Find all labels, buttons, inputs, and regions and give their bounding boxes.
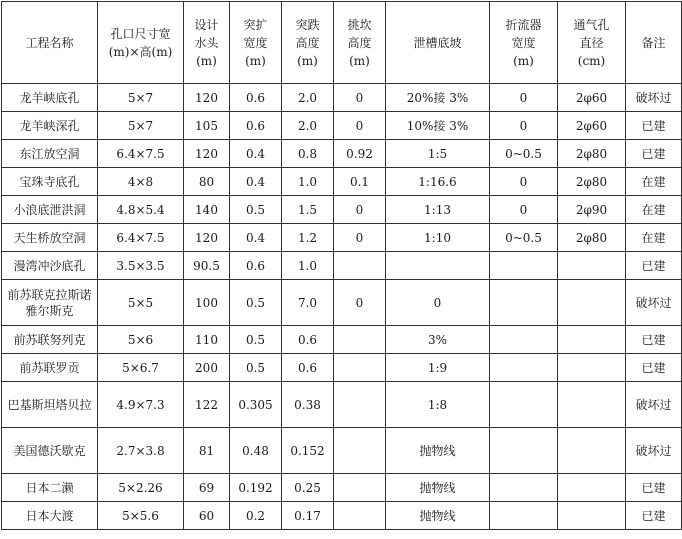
vent-diameter-cell <box>558 354 626 382</box>
deflector-width-cell <box>490 280 558 326</box>
expansion-width-cell: 0.6 <box>230 112 282 140</box>
drop-height-cell: 2.0 <box>282 112 334 140</box>
drop-height-cell: 0.38 <box>282 382 334 428</box>
expansion-width-cell: 0.192 <box>230 474 282 502</box>
sill-height-cell <box>334 502 386 530</box>
chute-slope-cell: 10%接 3% <box>386 112 490 140</box>
project-name-cell: 东江放空洞 <box>2 140 98 168</box>
table-row <box>2 224 682 252</box>
deflector-width-cell: 0~0.5 <box>490 140 558 168</box>
header-row <box>2 2 682 84</box>
deflector-width-cell <box>490 354 558 382</box>
opening-size-cell: 5×6 <box>98 326 184 354</box>
remarks-cell: 已建 <box>626 502 682 530</box>
opening-size-cell: 4.8×5.4 <box>98 196 184 224</box>
vent-diameter-cell: 2φ80 <box>558 168 626 196</box>
header-line: (m) <box>349 53 370 68</box>
chute-slope-cell: 1:8 <box>386 382 490 428</box>
vent-diameter-cell: 2φ80 <box>558 224 626 252</box>
vent-diameter-cell <box>558 382 626 428</box>
col-header-deflector-width <box>490 2 558 84</box>
sill-height-cell <box>334 474 386 502</box>
chute-slope-cell <box>386 252 490 280</box>
expansion-width-cell: 0.4 <box>230 140 282 168</box>
project-name-cell: 前苏联罗贡 <box>2 354 98 382</box>
table-row <box>2 84 682 112</box>
drop-height-cell: 0.25 <box>282 474 334 502</box>
header-line: 宽度 <box>243 35 268 50</box>
remarks-cell: 在建 <box>626 224 682 252</box>
sill-height-cell <box>334 326 386 354</box>
chute-slope-cell: 1:9 <box>386 354 490 382</box>
opening-size-cell: 2.7×3.8 <box>98 428 184 474</box>
expansion-width-cell: 0.6 <box>230 252 282 280</box>
vent-diameter-cell <box>558 428 626 474</box>
opening-size-cell: 5×7 <box>98 84 184 112</box>
sill-height-cell <box>334 252 386 280</box>
vent-diameter-cell <box>558 326 626 354</box>
header-line: 突跌 <box>295 17 320 32</box>
drop-height-cell: 0.152 <box>282 428 334 474</box>
vent-diameter-cell: 2φ60 <box>558 112 626 140</box>
drop-height-cell: 1.5 <box>282 196 334 224</box>
design-head-cell: 120 <box>184 224 230 252</box>
table-row <box>2 140 682 168</box>
expansion-width-cell: 0.5 <box>230 196 282 224</box>
header-line: 突扩 <box>243 17 268 32</box>
deflector-width-cell <box>490 428 558 474</box>
table-row <box>2 502 682 530</box>
table-row <box>2 168 682 196</box>
vent-diameter-cell: 2φ90 <box>558 196 626 224</box>
sill-height-cell: 0 <box>334 84 386 112</box>
remarks-cell: 破坏过 <box>626 84 682 112</box>
sill-height-cell: 0 <box>334 280 386 326</box>
expansion-width-cell: 0.48 <box>230 428 282 474</box>
project-name-cell: 前苏联克拉斯诺雅尔斯克 <box>2 280 98 326</box>
chute-slope-cell: 抛物线 <box>386 502 490 530</box>
opening-size-cell: 5×5 <box>98 280 184 326</box>
remarks-cell: 已建 <box>626 326 682 354</box>
deflector-width-cell: 0 <box>490 84 558 112</box>
design-head-cell: 120 <box>184 84 230 112</box>
project-name-cell: 小浪底泄洪洞 <box>2 196 98 224</box>
design-head-cell: 200 <box>184 354 230 382</box>
project-name-cell: 日本大渡 <box>2 502 98 530</box>
header-line: 直径 <box>579 35 604 50</box>
table-row <box>2 428 682 474</box>
drop-height-cell: 7.0 <box>282 280 334 326</box>
header-line: 工程名称 <box>25 35 74 50</box>
table-row <box>2 474 682 502</box>
opening-size-cell: 4.9×7.3 <box>98 382 184 428</box>
sill-height-cell: 0 <box>334 112 386 140</box>
project-name-cell: 巴基斯坦塔贝拉 <box>2 382 98 428</box>
header-line: 泄槽底坡 <box>413 35 462 50</box>
deflector-width-cell: 0 <box>490 168 558 196</box>
header-line: (m) <box>245 53 266 68</box>
drop-height-cell: 1.0 <box>282 168 334 196</box>
project-name-cell: 宝珠寺底孔 <box>2 168 98 196</box>
table-header <box>2 2 682 84</box>
deflector-width-cell: 0 <box>490 112 558 140</box>
expansion-width-cell: 0.305 <box>230 382 282 428</box>
deflector-width-cell: 0~0.5 <box>490 224 558 252</box>
design-head-cell: 140 <box>184 196 230 224</box>
design-head-cell: 69 <box>184 474 230 502</box>
vent-diameter-cell <box>558 474 626 502</box>
expansion-width-cell: 0.4 <box>230 224 282 252</box>
deflector-width-cell <box>490 474 558 502</box>
drop-height-cell: 0.17 <box>282 502 334 530</box>
col-header-sill-height <box>334 2 386 84</box>
vent-diameter-cell <box>558 502 626 530</box>
remarks-cell: 破坏过 <box>626 382 682 428</box>
project-name-cell: 美国德沃歇克 <box>2 428 98 474</box>
sill-height-cell: 0.1 <box>334 168 386 196</box>
expansion-width-cell: 0.6 <box>230 84 282 112</box>
table-body <box>2 84 682 530</box>
drop-height-cell: 2.0 <box>282 84 334 112</box>
header-line: 高度 <box>347 35 372 50</box>
sill-height-cell <box>334 354 386 382</box>
project-name-cell: 龙羊峡底孔 <box>2 84 98 112</box>
chute-slope-cell: 1:13 <box>386 196 490 224</box>
expansion-width-cell: 0.5 <box>230 280 282 326</box>
table-row <box>2 196 682 224</box>
opening-size-cell: 5×5.6 <box>98 502 184 530</box>
deflector-width-cell <box>490 382 558 428</box>
col-header-design-head <box>184 2 230 84</box>
opening-size-cell: 3.5×3.5 <box>98 252 184 280</box>
design-head-cell: 81 <box>184 428 230 474</box>
project-name-cell: 龙羊峡深孔 <box>2 112 98 140</box>
opening-size-cell: 5×6.7 <box>98 354 184 382</box>
expansion-width-cell: 0.5 <box>230 326 282 354</box>
header-line: 水头 <box>194 35 219 50</box>
sill-height-cell: 0 <box>334 224 386 252</box>
drop-height-cell: 0.6 <box>282 326 334 354</box>
opening-size-cell: 5×7 <box>98 112 184 140</box>
design-head-cell: 90.5 <box>184 252 230 280</box>
deflector-width-cell: 0 <box>490 196 558 224</box>
header-line: 高度 <box>295 35 320 50</box>
remarks-cell: 破坏过 <box>626 428 682 474</box>
col-header-opening-size <box>98 2 184 84</box>
project-parameters-table <box>1 1 682 530</box>
header-line: (m) <box>297 53 318 68</box>
chute-slope-cell: 20%接 3% <box>386 84 490 112</box>
sill-height-cell <box>334 428 386 474</box>
design-head-cell: 122 <box>184 382 230 428</box>
deflector-width-cell <box>490 252 558 280</box>
col-header-chute-slope <box>386 2 490 84</box>
remarks-cell: 已建 <box>626 112 682 140</box>
col-header-remarks <box>626 2 682 84</box>
chute-slope-cell: 抛物线 <box>386 428 490 474</box>
opening-size-cell: 6.4×7.5 <box>98 224 184 252</box>
remarks-cell: 在建 <box>626 168 682 196</box>
design-head-cell: 110 <box>184 326 230 354</box>
header-line: (m) <box>513 53 534 68</box>
design-head-cell: 80 <box>184 168 230 196</box>
project-name-cell: 日本二濑 <box>2 474 98 502</box>
header-line: (m) <box>196 53 217 68</box>
table-row <box>2 280 682 326</box>
sill-height-cell: 0.92 <box>334 140 386 168</box>
drop-height-cell: 1.0 <box>282 252 334 280</box>
col-header-expansion-width <box>230 2 282 84</box>
remarks-cell: 已建 <box>626 252 682 280</box>
vent-diameter-cell <box>558 252 626 280</box>
header-line: 通气孔 <box>573 17 610 32</box>
design-head-cell: 120 <box>184 140 230 168</box>
table-row <box>2 382 682 428</box>
chute-slope-cell: 3% <box>386 326 490 354</box>
remarks-cell: 在建 <box>626 196 682 224</box>
chute-slope-cell: 抛物线 <box>386 474 490 502</box>
deflector-width-cell <box>490 326 558 354</box>
table-row <box>2 326 682 354</box>
table-row <box>2 354 682 382</box>
chute-slope-cell: 1:5 <box>386 140 490 168</box>
vent-diameter-cell: 2φ80 <box>558 140 626 168</box>
design-head-cell: 60 <box>184 502 230 530</box>
opening-size-cell: 6.4×7.5 <box>98 140 184 168</box>
expansion-width-cell: 0.5 <box>230 354 282 382</box>
table-row <box>2 252 682 280</box>
drop-height-cell: 0.6 <box>282 354 334 382</box>
chute-slope-cell: 1:16.6 <box>386 168 490 196</box>
chute-slope-cell: 1:10 <box>386 224 490 252</box>
col-header-project-name <box>2 2 98 84</box>
opening-size-cell: 5×2.26 <box>98 474 184 502</box>
remarks-cell: 已建 <box>626 474 682 502</box>
deflector-width-cell <box>490 502 558 530</box>
header-line: 折流器 <box>505 17 542 32</box>
header-line: 宽度 <box>511 35 536 50</box>
chute-slope-cell: 0 <box>386 280 490 326</box>
remarks-cell: 已建 <box>626 354 682 382</box>
drop-height-cell: 1.2 <box>282 224 334 252</box>
remarks-cell: 已建 <box>626 140 682 168</box>
header-line: 挑坎 <box>347 17 372 32</box>
opening-size-cell: 4×8 <box>98 168 184 196</box>
col-header-drop-height <box>282 2 334 84</box>
drop-height-cell: 0.8 <box>282 140 334 168</box>
header-line: 设计 <box>194 17 219 32</box>
vent-diameter-cell <box>558 280 626 326</box>
header-line: (m)×高(m) <box>108 44 173 59</box>
expansion-width-cell: 0.4 <box>230 168 282 196</box>
expansion-width-cell: 0.2 <box>230 502 282 530</box>
project-name-cell: 前苏联努列克 <box>2 326 98 354</box>
col-header-vent-diameter <box>558 2 626 84</box>
sill-height-cell: 0 <box>334 196 386 224</box>
project-name-cell: 漫湾冲沙底孔 <box>2 252 98 280</box>
header-line: 备注 <box>641 35 666 50</box>
vent-diameter-cell: 2φ60 <box>558 84 626 112</box>
project-name-cell: 天生桥放空洞 <box>2 224 98 252</box>
design-head-cell: 105 <box>184 112 230 140</box>
sill-height-cell <box>334 382 386 428</box>
table-row <box>2 112 682 140</box>
header-line: (cm) <box>577 53 606 68</box>
design-head-cell: 100 <box>184 280 230 326</box>
header-line: 孔口尺寸宽 <box>110 26 171 41</box>
remarks-cell: 破坏过 <box>626 280 682 326</box>
